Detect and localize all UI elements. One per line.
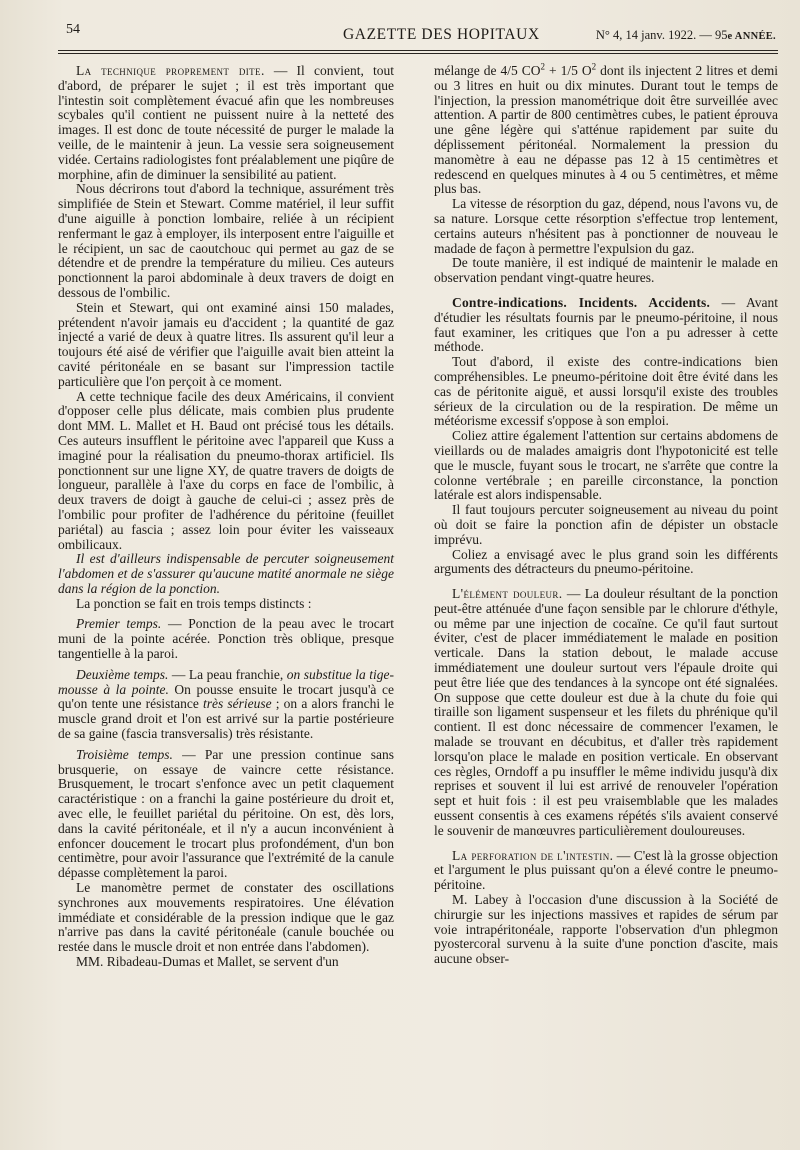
italic-text: Premier temps. (76, 616, 162, 632)
paragraph-text: ; on a alors franchi le muscle grand droit et l'on est arrivé sur la partie postérieure de sa gaine (fascia transversalis) très résistante. (58, 696, 394, 742)
section-heading: Contre-indications. Incidents. Accidents. (452, 294, 711, 310)
paragraph: Tout d'abord, il existe des contre-indications bien compréhensibles. Le pneumo-péritoine doit être évité dans les cas de péritonite aiguë, et aussi lorsqu'il existe des troubles sérieux de la circulation ou de la respiration. De même un météorisme excessif s'oppose à son emploi. (434, 354, 778, 429)
issue-info (596, 28, 776, 43)
paragraph (58, 552, 394, 596)
paragraph: Nous décrirons tout d'abord la technique, assurément très simplifiée de Stein et Stewart. Comme matériel, il leur suffit d'une aiguille à ponction lombaire, reliée à un récipient renfermant le gaz à employer, ils interposent entre l'aiguille et le récipient, un sac de caoutchouc qui permet au gaz de se détendre et de prendre la température du milieu. Ces auteurs ponctionnent la paroi abdominale à deux travers de doigt en dessous de l'ombilic. (58, 181, 394, 300)
italic-text: très sérieuse (202, 696, 272, 712)
article-columns (58, 61, 784, 970)
superscript: 2 (540, 61, 546, 72)
paragraph: De toute manière, il est indiqué de maintenir le malade en observation pendant vingt-quatre heures. (434, 255, 778, 286)
paragraph (434, 296, 778, 355)
section-heading: L'élément douleur. (452, 586, 563, 602)
paragraph-text: — Par une pression continue sans brusquerie, on essaye de vaincre cette résistance. Brusquement, le trocart s'enfonce avec un petit claquement caractéristique : on a franchi la gaine postérieure du droit et, avec elle, le feuillet pariétal du péritoine. On est, dès lors, dans la cavité péritonéale, et il n'y a aucun inconvénient à enfoncer doucement le trocart plus profondément, d'un bon centimètre, pour avoir l'assurance que l'extrémité de la canule dépasse complètement la paroi. (58, 746, 395, 881)
paragraph: Le manomètre permet de constater des oscillations synchrones aux mouvements respiratoires. Une élévation immédiate et considérable de la pression indique que le gaz n'arrive pas dans la cavité péritonéale (canule bouchée ou restée dans le muscle droit et non entrée dans l'abdomen). (58, 880, 394, 955)
paragraph: La vitesse de résorption du gaz, dépend, nous l'avons vu, de sa nature. Lorsque cette résorption s'effectue trop lentement, certains auteurs n'hésitent pas à ponctionner de nouveau le madade de façon à permettre l'expulsion du gaz. (434, 196, 778, 256)
issue-year: e ANNÉE. (727, 31, 776, 42)
paragraph (434, 587, 778, 839)
italic-text: Deuxième temps. (76, 666, 169, 682)
paragraph-text: — La peau franchie, (168, 666, 287, 682)
paragraph: Stein et Stewart, qui ont examiné ainsi 150 malades, prétendent n'avoir jamais eu d'accident ; la quantité de gaz injecté a varié de deux à quatre litres. Ils assurent qu'il leur a toujours été aisé de vérifier que l'aiguille avait bien atteint la cavité péritonéale en se basant sur l'impression tactile particulière que l'on perçoit à ce moment. (58, 299, 394, 389)
header-rule-thin (58, 53, 778, 54)
paragraph: La ponction se fait en trois temps distincts : (76, 595, 312, 611)
left-column (58, 64, 394, 970)
paragraph (58, 748, 394, 881)
section-heading: La perforation de l'intestin. (452, 847, 614, 863)
superscript: 2 (591, 61, 597, 72)
paragraph: Coliez attire également l'attention sur certains abdomens de vieillards ou de malades amaigris dont l'hypotonicité est telle que le muscle, fuyant sous le trocart, ne s'arrête que contre la colonne vertébrale ; en pareille circonstance, la ponction latérale est alors indispensable. (434, 428, 778, 503)
paragraph: Coliez a envisagé avec le plus grand soin les différents arguments des détracteurs du pneumo-péritoine. (434, 546, 778, 577)
paragraph-text: — Ponction de la peau avec le trocart muni de la pointe acérée. Ponction très oblique, presque tangentielle à la paroi. (58, 616, 395, 662)
paragraph-text: — Il convient, tout d'abord, de préparer le sujet ; il est très important que l'intestin soit complètement évacué afin que les nombreuses scybales qu'il contient ne puissent nuire à la netteté des images. Il est donc de toute nécessité de purger le malade la veille, de le maintenir à jeun. La vessie sera soigneusement vidée. Certains radiologistes font préalablement une piqûre de morphine, afin de diminuer la sensibilité au patient. (58, 63, 394, 182)
paragraph-text: — C'est là la grosse objection et l'argument le plus puissant qu'on a élevé contre le pneumo-péritoine. (434, 847, 778, 893)
issue-date: N° 4, 14 janv. 1922. — 95 (595, 28, 728, 42)
paragraph-text: — La douleur résultant de la ponction peut-être atténuée d'une façon sensible par le chlorure d'éthyle, ou même par une injection de cocaïne. Ce qu'il faut surtout éviter, c'est de placer immédiatement le malade en position verticale. Dans la station debout, le malade accuse immédiatement une douleur surtout vers l'épaule droite qui peut être liée que des tendances à la syncope ont été signalées. On suppose que cette douleur est due à la chute du foie qui tiraille son ligament suspenseur et les filets du phrénique qu'il contient. Il est donc nécessaire de commencer l'examen, le malade se trouvant en décubitus, et d'aller très rapidement lorsqu'on place le malade en position verticale. En observant ces règles, Orndoff a pu insuffler le même individu jusqu'à dix reprises et souvent il lui est arrivé de renouveler l'opération sept et huit fois : il est peu vraisemblable que les malades eussent consentis à ces examens répétés s'ils avaient conservé le souvenir de manœuvres particulièrement douloureuses. (434, 586, 778, 838)
paragraph-text: On pousse ensuite le trocart jusqu'à ce qu'on tente une résistance (58, 681, 394, 712)
page-number: 54 (66, 22, 80, 37)
right-column (434, 61, 784, 970)
paragraph (434, 849, 778, 893)
section-heading: La technique proprement dite. (76, 63, 265, 78)
italic-text: Il est d'ailleurs indispensable de percuter soigneusement l'abdomen et de s'assurer qu'aucune matité anormale ne siège dans la région de la ponction. (58, 551, 394, 596)
paragraph-text: — Avant d'étudier les résultats fournis par le pneumo-péritoine, il nous faut examiner, les critiques que l'on a pu adresser à cette méthode. (434, 294, 778, 355)
journal-title: GAZETTE DES HOPITAUX (343, 26, 540, 43)
italic-text: Troisième temps. (76, 746, 173, 762)
paragraph: Il faut toujours percuter soigneusement au niveau du point où doit se faire la ponction afin de dépister un obstacle imprévu. (434, 502, 778, 547)
paragraph-text: mélange de 4/5 CO (434, 63, 541, 78)
paragraph (58, 668, 394, 742)
header-rule (58, 50, 778, 51)
paragraph: MM. Ribadeau-Dumas et Mallet, se servent d'un (76, 954, 339, 970)
paragraph: M. Labey à l'occasion d'une discussion à la Société de chirurgie sur les injections massives et rapides de sérum par voie intrapéritonéale, rapporte l'observation d'un phlegmon pyostercoral survenu à la suite d'une ponction d'ascite, mais aucune obser- (434, 892, 778, 967)
paragraph-text: dont ils injectent 2 litres et demi ou 3 litres en huit ou dix minutes. Durant tout le temps de l'injection, la pression manométrique doit être surveillée avec attention. A partir de 800 centimètres cubes, le patient éprouva une gêne légère qui s'atténue rapidement par suite du déplissement péritonéal. Normalement la pression du manomètre à eau ne dépasse pas 12 à 15 centimètres et redescend en quelques minutes à 4 ou 5 centimètres, et même plus bas. (434, 63, 778, 197)
paragraph (58, 617, 394, 661)
italic-text: on substitue la tige-mousse à la pointe. (58, 666, 394, 697)
page-header (58, 18, 784, 50)
paragraph (58, 64, 394, 182)
paragraph (434, 61, 778, 197)
paragraph-text: + 1/5 O (545, 63, 592, 78)
paragraph: A cette technique facile des deux Américains, il convient d'opposer celle plus délicate, mais combien plus prudente dont MM. L. Mallet et H. Baud ont précisé tous les détails. Ces auteurs insufflent le péritoine avec l'appareil que Kuss a imaginé pour la réalisation du pneumo-thorax artificiel. Ils ponctionnent sur une ligne XY, de quatre travers de doigts de longueur, parallèle à l'axe du corps en face de l'ombilic, à deux travers de doigt à gauche de celui-ci ; assez près de l'ombilic pour profiter de l'adhérence du péritoine (feuillet pariétal) au fascia ; assez loin pour éviter les vaisseaux ombilicaux. (58, 388, 394, 552)
